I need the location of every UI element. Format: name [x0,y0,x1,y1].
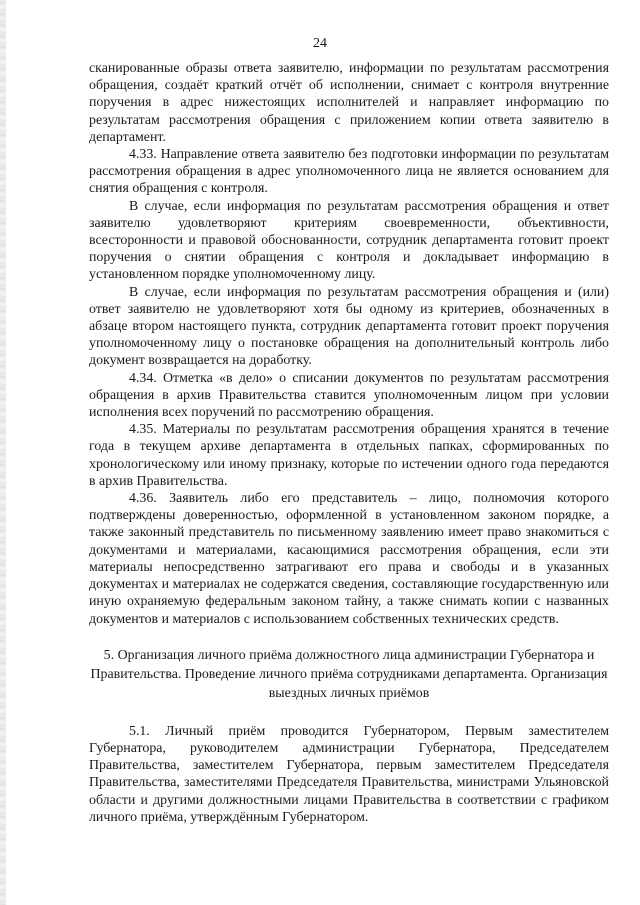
paragraph-5-1: 5.1. Личный приём проводится Губернатором, Первым заместителем Губернатора, руководителем администрации Губернатора, Председателем Правительства, заместителем Губернатора, первым заместителем Председателя Правительства, заместителями Председателя Правительства, министрами Ульяновской области и другими должностными лицами Правительства в соответствии с графиком личного приёма, утверждённым Губернатором. [89,723,609,825]
page-number: 24 [313,36,327,51]
paragraph-4-33: 4.33. Направление ответа заявителю без подготовки информации по результатам рассмотрения обращения в адрес уполномоченного лица не является основанием для снятия обращения с контроля. [89,147,609,197]
paragraph-4-35: 4.35. Материалы по результатам рассмотрения обращения хранятся в течение года в текущем архиве департамента в отдельных папках, сформированных по хронологическому или иному признаку, которые по истечении одного года передаются в архив Правительства. [89,422,609,489]
paragraph-4-34: 4.34. Отметка «в дело» о списании документов по результатам рассмотрения обращения в архив Правительства ставится уполномоченным лицом при условии исполнения всех поручений по рассмотрению обращения. [89,370,609,421]
scan-edge-shadow [0,0,6,905]
paragraph-criteria-not-met: В случае, если информация по результатам рассмотрения обращения и (или) ответ заявителю не удовлетворяют хотя бы одному из критериев, обозначенных в абзаце втором настоящего пункта, сотрудник департамента готовит проект поручения уполномоченному лицу о постановке обращения на дополнительный контроль либо документ возвращается на доработку. [89,284,609,369]
paragraph-4-36: 4.36. Заявитель либо его представитель – лицо, полномочия которого подтверждены доверенностью, оформленной в установленном законом порядке, а также законный представитель по письменному заявлению имеет право знакомиться с документами и материалами, касающимися рассмотрения обращения, если эти материалы непосредственно затрагивают его права и свободы и в указанных документах и материалах не содержатся сведения, составляющие государственную или иную охраняемую федеральным законом тайну, а также снимать копии с названных документов и материалов с использованием собственных технических средств. [89,491,609,627]
section-5-heading: 5. Организация личного приёма должностного лица администрации Губернатора и Правительства. Проведение личного приёма сотрудниками департамента. Организация выездных личных приёмов [90,647,608,701]
paragraph-criteria-met: В случае, если информация по результатам рассмотрения обращения и ответ заявителю удовлетворяют критериям своевременности, объективности, всесторонности и правовой обоснованности, сотрудник департамента готовит проект поручения о снятии обращения с контроля и докладывает информацию в установленном порядке уполномоченному лицу. [89,198,609,283]
paragraph-continuation: сканированные образы ответа заявителю, информации по результатам рассмотрения обращения, создаёт краткий отчёт об исполнении, снимает с контроля внутренние поручения в адрес нижестоящих исполнителей и направляет информацию по результатам рассмотрения обращения с приложением копии ответа заявителю в департамент. [89,61,609,145]
document-body [89,60,609,826]
